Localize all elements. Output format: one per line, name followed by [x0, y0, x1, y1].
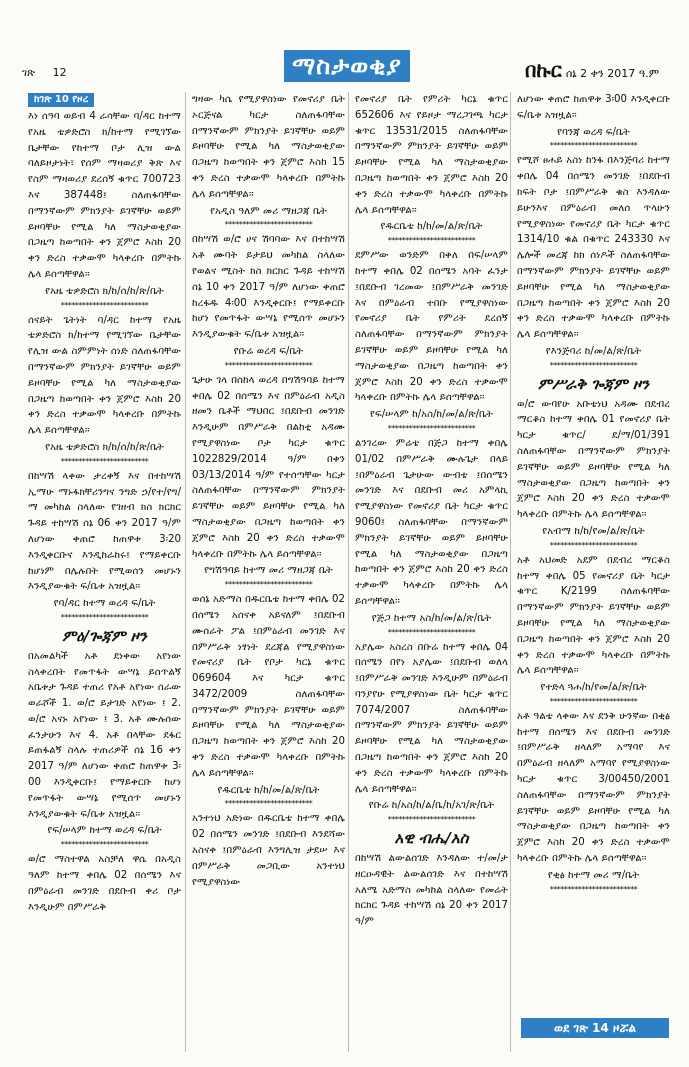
zone-heading: አዊ ብሔ/አስ: [394, 829, 469, 848]
notice-signature: የጅጋ ከተማ አስ/ከ/መ/ል/ጽ/ቤት: [371, 612, 492, 624]
separator-stars: *************************: [549, 696, 638, 706]
notice-text: የሚሾ ፀሐይ አስነ ከንፋ በእንጅባሪ ከተማ ቀበሌ 04 በሰሜን መንገድ ፤በደቡብ ክፍት ቦታ ፤በምሥራቅ ቁስ እንዳለው ይሁንእና በምዕራብ መለሰ ጥላሁን የሚያዋስነው የመኖሪያ ቤት ካርታ ቁጥር 1314/10 ቁል በቁጥር 243330 እና ሌሎች መረጃ ከክ ሰነዶች ስለጠፋባቸው በማንኛውም ምክንያት ይገኛቸሁ ወይም ይዞባቸሁ የሚል ካለ ማስታወቂያው በጋዜጣ ከወጣበት ቀን ጀምሮ እስከ 20 ቀን ድረስ ተቃውሞ ካላቀረቡ በምትኩ ሌላ ይሰጣቸዋል፡፡: [517, 155, 670, 341]
separator-stars: *************************: [549, 540, 638, 550]
notice-text: እነ ሰዓባ ወይብ 4 ራሳቸው ባ/ዳር ከተማ የአዜ ቴዎድሮስ ክ/ከተማ የሚገኘው ቤታቸው የከተማ ቦታ ሊዝ ውል ባለይዞታነት፣ የሰም ማዛወሪያ ቅጽ እና የስም ማዛወሪያ ደረሰኝ ቁጥር 700723 እና 387448፤ ስለጠፋባቸው በማንኛውም ምክንያት ይገኛቸሁ ወይም ይዞባቸሁ የሚል ካለ ማስታወቂያው በጋዜጣ ከወጣበት ቀን ጀምሮ እስከ 20 ቀን ድረስ ተቃውሞ ካላቀረቡ በምትኩ ሌላ ይሰጣቸዋል፡፡: [28, 111, 181, 280]
notice-text: በከሣሽ ወ/ሮ ሀና ሽባባው እና በተከሣሽ አቶ ሙባት ይታይህ መካከል ስላለው የወልና ሚስት ክስ ክርክር ጉዳይ ተከሣሽ ሰኔ 10 ቀን 2017 ዓ/ም ለሆነው ቀጠሮ ከረፋዱ 4፡00 እንዲቀርቡ፤ የማይቀርቡ ከሆነ የመጥፋት ውሣኔ የሚሰጥ መሆኑን እንዲያውቁት ፍ/ቤቱ አዝዟል፡፡: [192, 234, 345, 341]
separator-stars: *************************: [387, 423, 476, 433]
separator-stars: *************************: [224, 220, 313, 230]
notice-list: [517, 92, 670, 371]
notice-signature: የቂፅ ከተማ መሪ ማ/ቤት: [547, 869, 640, 881]
notice-signature: የባንጃ ወረዳ ፍ/ቤት: [557, 126, 630, 138]
continued-from-tag: ከገጽ 10 የዞረ: [28, 93, 94, 107]
notice-signature: የፍ/ሠላም ከ/አስ/ከ/መ/ል/ጽ/ቤት: [370, 409, 493, 421]
notice-text: አንተነህ አድነው በዱርቤቴ ከተማ ቀበሌ 02 በሰሜን መንገድ ፤በደቡብ እንደሻው አስናቀ ፤በምዕራብ እንግሊዝ ታደሠ እና በምሥራቅ መጋቢው አንተነህ የሚያዋስነው: [192, 813, 345, 888]
notice-signature: የአዜ ቴዎድሮስ ክ/ከ/ሰ/ከ/ጽ/ቤት: [45, 441, 164, 453]
notice-text: ወ/ሮ ውባየሁ አቡቴነህ አዳሙ በደብረ ማርቆስ ከተማ ቀበሌ 01 የመኖሪያ ቤት ካርታ ቁጥር/ ደ/ማ/01/391 ስለጠፋባቸው በማንኛውም ምክንያት ይገኛቸሁ ወይም ይዞባቸሁ የሚል ካለ ማስታወቂያው በጋዜጣ ከወጣበት ቀን ጀምሮ እስከ 20 ቀን ድረስ ተቃውሞ ካላቀረቡ በምትኩ ሌላ ይሰጣቸዋል፡፡: [517, 398, 670, 521]
notice-signature: የአዲስ ዓለም መሪ ማዘጋጃ ቤት: [210, 205, 327, 217]
page-header: [0, 0, 689, 90]
notice-signature: የእንጅባሪ ከ/መ/ል/ጽ/ቤት: [545, 345, 642, 357]
notice-text: ግዛው ካሴ የሚያዋስነው የመኖሪያ ቤት ኦርጅናል ካርታ ስለጠፋባቸው በማንኛውም ምክንያት ይገኛቸሁ ወይም ይዞባቸሁ የሚል ካለ ማስታወቂያው በጋዜጣ ከወጣበት ቀን ጀምሮ እስከ 15 ቀን ድረስ ተቃውሞ ካላቀረቡ በምትኩ ሌላ ይሰጣቸዋል፡፡: [192, 94, 345, 200]
page-number-area: [22, 66, 81, 80]
notice-signature: የግሽዓባይ ከተማ መሪ ማዘጋጃ ቤት: [204, 565, 333, 577]
notice-signature: የዱርቤቴ ከ/ከ/መ/ል/ጽ/ቤት: [217, 784, 320, 796]
column-1: [28, 92, 181, 1052]
notice-signature: የፍ/ሠላም ከተማ ወረዳ ፍ/ቤት: [47, 825, 162, 837]
masthead: [525, 58, 659, 82]
separator-stars: *************************: [549, 141, 638, 151]
notice-signature: የዱርቤቴ ከ/ከ/መ/ል/ጽ/ቤት: [380, 221, 483, 233]
notice-list: [355, 92, 508, 825]
notice-list: [28, 649, 181, 916]
notice-text: ለሆነው ቀጠሮ ከጠዋቱ 3፡00 እንዲቀርቡ ፍ/ቤቱ አዝዟል፡፡: [517, 94, 670, 121]
zone-heading: ምሥራቅ ጐጃም ዞን: [538, 374, 649, 393]
notice-signature: የአብማ ከ/ከ/የመ/ል/ጽ/ቤት: [542, 525, 645, 537]
separator-stars: *************************: [60, 456, 149, 466]
notice-signature: የባ/ዳር ከተማ ወረዳ ፍ/ቤት: [53, 598, 156, 610]
separator-stars: *************************: [60, 840, 149, 850]
separator-stars: *************************: [60, 612, 149, 622]
notice-list: [192, 92, 345, 890]
paper-name: በኩር: [524, 58, 562, 82]
column-divider: [348, 92, 349, 1052]
notice-signature: የቡሬ ከ/አስ/ከ/ል/ቤ/ከ/አገ/ጽ/ቤት: [368, 800, 495, 812]
notice-text: በከሣሽ ላቀው ታረቀኝ እና በተከሣሽ ኢማሁ ማኑፋክቸሪንግና ንግድ ኃ/የተ/የግ/ማ መካከል ስላለው የገዘብ ክስ ክርክር ጉዳይ ተከሣሽ ሰኔ 06 ቀን 2017 ዓ/ም ለሆነው ቀጠሮ ከጠዋቱ 3፡20 እንዲቀርቡና እንዲከራከሩ፤ የማይቀርቡ ከሆነም በሌሉበት የሚወሰን መሆኑን እንዲያውቁት ፍ/ቤቱ አዝዟል፡፡: [28, 470, 181, 593]
separator-stars: *************************: [224, 799, 313, 809]
notice-text: የመኖሪያ ቤት የምሪት ካርኔ ቁጥር 652606 እና የይዞታ ማረጋገጫ ካርታ ቁጥር 13531/2015 ስለጠፋባቸው በማንኛውም ምክንያት ይገኛቸሁ ወይም ይዞባቸሁ የሚል ካለ ማስታወቂያው በጋዜጣ ከወጣበት ቀን ጀምሮ እስከ 20 ቀን ድረስ ተቃውሞ ካላቀረቡ በምትኩ ሌላ ይሰጣቸዋል፡፡: [355, 94, 508, 216]
separator-stars: *************************: [387, 627, 476, 637]
separator-stars: *************************: [224, 580, 313, 590]
column-divider: [185, 92, 186, 1052]
separator-stars: *************************: [60, 300, 149, 310]
notice-text: አቶ አህመድ አደም በደብረ ማርቆስ ከተማ ቀበሌ 05 የመኖሪያ ቤት ካርታ ቁጥር K/2199 ስለጠፋባቸው በማንኛውም ምክንያት ይገኛቸሁ ወይም ይዞባቸሁ የሚል ካለ ማስታወቂያው በጋዜጣ ከወጣበት ቀን ጀምሮ እስከ 20 ቀን ድረስ ተቃውሞ ካላቀረቡ በምትኩ ሌላ ይሰጣቸዋል፡፡: [517, 554, 670, 677]
separator-stars: *************************: [549, 884, 638, 894]
notice-signature: የአዜ ቴዎድሮስ ክ/ከ/ሰ/ከ/ጽ/ቤት: [45, 285, 164, 297]
notice-list: [517, 397, 670, 895]
separator-stars: *************************: [387, 236, 476, 246]
section-title: ማስታወቂያ: [284, 50, 410, 82]
separator-stars: *************************: [387, 815, 476, 825]
issue-date: ሰኔ 2 ቀን 2017 ዓ.ም: [565, 67, 659, 80]
notice-text: አያሌው አስረስ በቡሬ ከተማ ቀበሌ 04 በሰሜን በየነ አያሌው ፤በደቡብ ወለላ ፤በምሥራቅ መንገድ እንዲሁም በምዕራብ ባንያየሁ የሚያዋስነው ቤት ካርታ ቁጥር 7074/2007 ስለጠፋባቸው በማንኛውም ምክንያት ይገኛቸሁ ወይም ይዞባቸሁ የሚል ካለ ማስታወቂያው በጋዜጣ ከወጣበት ቀን ጀምሮ እስከ 20 ቀን ድረስ ተቃውሞ ካላቀረቡ በምትኩ ሌላ ይሰጣቸዋል፡፡: [355, 641, 508, 795]
notice-signature: የተድላ ጓሐ/ከ/የመ/ል/ጽ/ቤት: [540, 682, 647, 694]
continued-on-tag: ወደ ገጽ 14 ዞሯል: [521, 1018, 669, 1038]
notice-text: ደምሥው ወንድም በቀለ በፍ/ሠላም ከተማ ቀበሌ 02 በሰሜን አባት ፈንታ ፤በደቡብ ገረመው ፤በምሥራቅ መንገድ እና በምዕራብ ተበቡ የሚያዋስነው የመኖሪያ ቤት የምሪት ደረሰኝ ስለጠፋባቸው በማንኛውም ምክንያት ይገኛቸሁ ወይም ይዞባቸሁ የሚል ካለ ማስታወቂያው በጋዜጣ ከወጣበት ቀን ጀምሮ እስከ 20 ቀን ድረስ ተቃውሞ ካላቀረቡ በምትኩ ሌላ ይሰጣቸዋል፡፡: [355, 250, 508, 404]
column-3: [355, 92, 508, 1052]
zone-heading: ምዕ/ጐጃም ዞን: [62, 626, 147, 645]
notice-list: [355, 851, 508, 930]
notice-text: በከሣሽ ልውልሰገድ እንዳለው ተ/መ/ታ ዘርዑዳዊት ልውልሰገድ እና በተከሣሽ አለሜ አድማስ መካከል ስላለው የመሬት ክርክር ጉዳይ ተከሣሽ ሰኔ 20 ቀን 2017 ዓ/ም: [355, 853, 508, 928]
separator-stars: *************************: [549, 360, 638, 370]
notice-text: ጌታሁ ገላ በሰከላ ወረዳ በግሽዓባይ ከተማ ቀበሌ 02 በሰሜን እና በምዕራብ አዲስ ዘመን ቤቶች ማህበር ፤በደቡብ መንገድ እንዲሁም በምሥራቅ በልከቲ አዳሙ የሚያዋስነው ቦታ ካርታ ቁጥር 1022829/2014 ዓ/ም በቀን 03/13/2014 ዓ/ም የተሰጣቸው ካርታ ስለጠፋባቸው በማንኛውም ምክንያት ይገኛቸሁ ወይም ይዞባቸሁ የሚል ካለ ማስታወቂያው በጋዜጣ ከወጣበት ቀን ጀምሮ እስከ 20 ቀን ድረስ ተቃውሞ ካላቀረቡ በምትኩ ሌላ ይሰጣቸዋል፡፡: [192, 374, 345, 560]
page-label: ገጽ: [22, 66, 36, 79]
notice-text: ልንገረው ምሬቴ በጅጋ ከተማ ቀበሌ 01/02 በምሥራቅ ሙሉጌታ በላይ ፤በምዕራብ ጌታሁው ውብቴ ፤በሰሜን መንገድ እና በደቡብ መሪ አምላኪ የሚያዋስነው የመኖሪያ ቤት ካርታ ቁጥር 9060፤ ስለጠፋባቸው በማንኛውም ምክንያት ይገኛቸሁ ወይም ይዞባቸሁ የሚል ካለ ማስታወቂያው በጋዜጣ ከወጣበት ቀን ጀምሮ እስከ 20 ቀን ድረስ ተቃውሞ ካላቀረቡ በምትኩ ሌላ ይሰጣቸዋል፡፡: [355, 437, 508, 607]
notice-text: ወ/ሮ ማስተዋል አስቻለ ዋሴ በአዲስ ዓለም ከተማ ቀበሌ 02 በሰሜን እና በምዕራብ መንገድ በደቡብ ቀሪ ቦታ እንዲሁም በምሥራቅ: [28, 854, 181, 913]
notice-list: [28, 109, 181, 623]
notice-text: አቶ ዓልቴ ላቀው እና ደንቅ ሁንኛው በቂፅ ከተማ በሰሜን እና በደቡብ መንገድ ፤በምሥራቅ ዘላለም አማባየ እና በምዕራብ ዘላለም አማባየ የሚያዋስነው ካርታ ቁጥር 3/00450/2001 ስለጠፋባቸው በማንኛውም ምክንያት ይገኛቸሁ ወይም ይዞባቸሁ የሚል ካለ ማስታወቂያው በጋዜጣ ከወጣበት ቀን ጀምሮ እስከ 20 ቀን ድረስ ተቃውሞ ካላቀረቡ በምትኩ ሌላ ይሰጣቸዋል፡፡: [517, 710, 670, 865]
column-4: [517, 92, 670, 1052]
notice-text: በአመልካች አቶ ደነቀው አየነው ስላቀረበት የመጥፋት ውሣኔ ይሰጥልኝ አቤቱታ ጉዳይ ተጠሪ የአቶ አየነው ሰራው ወራሾች 1. ወ/ሮ ይታገድ አየነው ፤ 2. ወ/ሮ አናኑ አየነው ፤ 3. አቶ ሙሉሰው ፈንታሁን እና 4. አቶ በላቸው ደፋር ይጠፋልኝ ስላሉ ተጠሪዎች ሰኔ 16 ቀን 2017 ዓ/ም ለሆነው ቀጠሮ ከጠዋቱ 3፡00 እንዲቀርቡ፤ የማይቀርቡ ከሆነ የመጥፋት ውሣኔ የሚሰጥ መሆኑን እንዲያውቁት ፍ/ቤቱ አዝዟል፡፡: [28, 650, 181, 820]
column-divider: [510, 92, 511, 1052]
column-2: [192, 92, 345, 1052]
notice-signature: የቡሬ ወረዳ ፍ/ቤት: [233, 345, 304, 357]
separator-stars: *************************: [224, 360, 313, 370]
notice-text: ሰናይት ጌትነት ባ/ዳር ከተማ የአዜ ቴዎድሮስ ክ/ከተማ የሚገኘው ቤታቸው የሊዝ ውል ስምምነት ሰነድ ስለጠፋባቸው በማንኛውም ምክንያት ይገኛቸሁ ወይም ይዞባቸሁ የሚል ካለ ማስታወቂያው በጋዜጣ ከወጣበት ቀን ጀምሮ እስከ 20 ቀን ድረስ ተቃውሞ ካላቀረቡ በምትኩ ሌላ ይሰጣቸዋል፡፡: [28, 314, 181, 437]
notice-text: ወሰኔ አድማስ በዱርቤቴ ከተማ ቀበሌ 02 በሰሜን አሰናቀ አይናለም ፤በደቡብ ሙሰራት ፖል ፤በምዕራብ መንገድ እና በምሥራቅ ነፃነት ደረጃል የሚያዋስነው የመኖሪያ ቤት የቦታ ካርኔ ቁጥር 069604 እና ካርታ ቁጥር 3472/2009 ስለጠፋባቸው በማንኛውም ምክንያት ይገኛቸሁ ወይም ይዞባቸሁ የሚል ካለ ማስታወቂያው በጋዜጣ ከወጣበት ቀን ጀምሮ እስከ 20 ቀን ድረስ ተቃውሞ ካላቀረቡ በምትኩ ሌላ ይሰጣቸዋል፡፡: [192, 594, 345, 779]
page-number: 12: [52, 66, 67, 79]
